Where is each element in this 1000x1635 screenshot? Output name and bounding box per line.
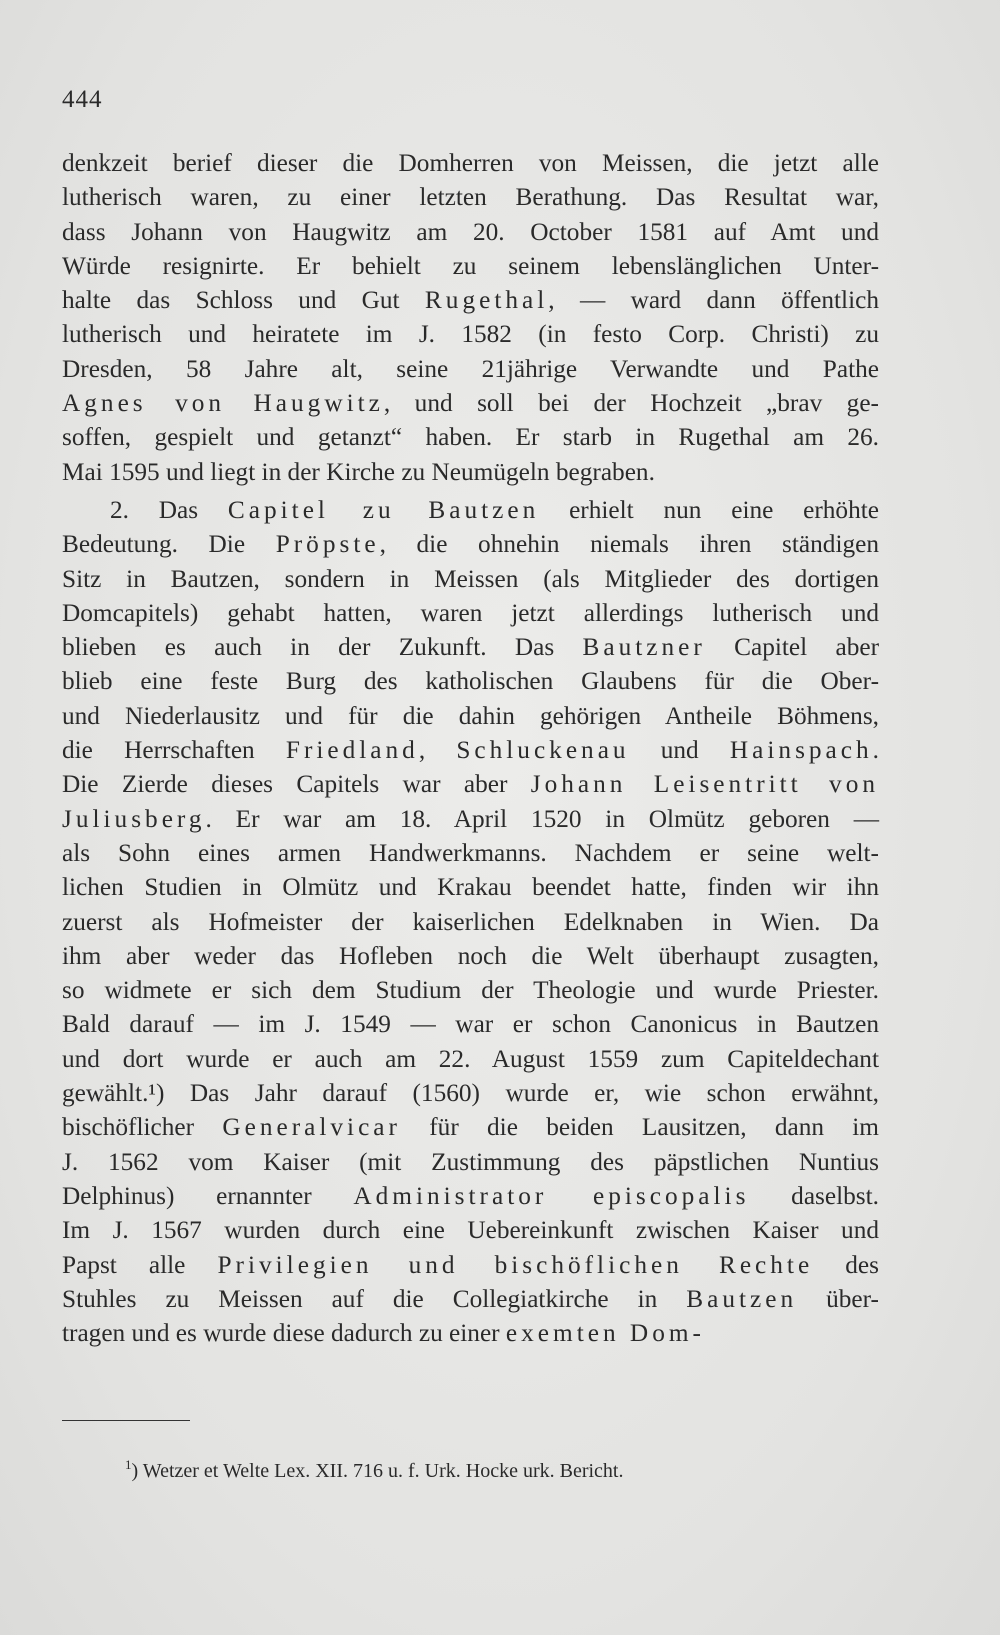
spaced-emphasis: Juliusberg bbox=[62, 804, 206, 833]
footnote-marker: 1 bbox=[125, 1457, 132, 1472]
text-line: so widmete er sich dem Studium der Theologie und wurde Priester. bbox=[62, 976, 879, 1005]
text-segment: , — ward dann öffentlich bbox=[548, 286, 879, 315]
text-line bbox=[62, 493, 879, 527]
text-segment: 2. Das bbox=[110, 495, 228, 524]
text-segment: Stuhles zu Meissen auf die Collegiatkirche in bbox=[62, 1284, 687, 1313]
text-line: Mai 1595 und liegt in der Kirche zu Neumügeln begraben. bbox=[62, 457, 655, 486]
text-line bbox=[62, 630, 879, 664]
spaced-emphasis: Capitel zu Bautzen bbox=[227, 495, 540, 524]
footnote-text: ) Wetzer et Welte Lex. XII. 716 u. f. Urk. Hocke urk. Bericht. bbox=[131, 1460, 624, 1482]
body-text bbox=[62, 146, 879, 1350]
footnote bbox=[125, 1457, 623, 1483]
text-line bbox=[62, 802, 879, 836]
text-line bbox=[62, 1248, 879, 1282]
text-line bbox=[62, 386, 879, 420]
text-segment: . bbox=[872, 736, 879, 765]
text-line: als Sohn eines armen Handwerkmanns. Nachdem er seine welt- bbox=[62, 838, 879, 867]
text-segment: halte das Schloss und Gut bbox=[62, 286, 425, 315]
spaced-emphasis: Generalvicar bbox=[222, 1113, 401, 1142]
text-line: lichen Studien in Olmütz und Krakau beendet hatte, finden wir ihn bbox=[62, 873, 879, 902]
text-line bbox=[62, 283, 879, 317]
text-segment: erhielt nun eine erhöhte bbox=[539, 495, 879, 524]
spaced-emphasis: exemten Dom- bbox=[505, 1319, 705, 1348]
spaced-emphasis: Administrator episcopalis bbox=[353, 1181, 750, 1210]
text-line: blieb eine feste Burg des katholischen Glaubens für die Ober- bbox=[62, 667, 879, 696]
text-line bbox=[62, 1282, 879, 1316]
spaced-emphasis: Rugethal bbox=[424, 286, 549, 315]
spaced-emphasis: Pröpste bbox=[275, 530, 380, 559]
text-segment: , die ohnehin niemals ihren ständigen bbox=[379, 530, 879, 559]
text-line bbox=[62, 767, 879, 801]
spaced-emphasis: Hainspach bbox=[729, 736, 873, 765]
text-segment: Capitel aber bbox=[705, 633, 879, 662]
text-segment: die Herrschaften bbox=[62, 736, 286, 765]
text-line: Bald darauf — im J. 1549 — war er schon Canonicus in Bautzen bbox=[62, 1010, 879, 1039]
text-segment: Papst alle bbox=[62, 1250, 218, 1279]
text-line: und Niederlausitz und für die dahin gehörigen Antheile Böhmens, bbox=[62, 701, 879, 730]
text-line: denkzeit berief dieser die Domherren von Meissen, die jetzt alle bbox=[62, 149, 879, 177]
text-line bbox=[62, 527, 879, 561]
text-line: soffen, gespielt und getanzt“ haben. Er starb in Rugethal am 26. bbox=[62, 423, 879, 452]
spaced-emphasis: Bautzner bbox=[582, 633, 706, 662]
text-segment: des bbox=[813, 1250, 879, 1279]
text-line: Im J. 1567 wurden durch eine Uebereinkunft zwischen Kaiser und bbox=[62, 1216, 879, 1245]
text-line bbox=[62, 1179, 879, 1213]
text-line: dass Johann von Haugwitz am 20. October 1581 auf Amt und bbox=[62, 217, 879, 246]
text-line: lutherisch und heiratete im J. 1582 (in festo Corp. Christi) zu bbox=[62, 320, 879, 349]
text-line: Würde resignirte. Er behielt zu seinem lebenslänglichen Unter- bbox=[62, 251, 879, 280]
text-line: Dresden, 58 Jahre alt, seine 21jährige Verwandte und Pathe bbox=[62, 354, 879, 383]
text-segment: und bbox=[629, 736, 730, 765]
text-line bbox=[62, 733, 879, 767]
text-segment: tragen und es wurde diese dadurch zu einer bbox=[62, 1319, 506, 1348]
page-number: 444 bbox=[62, 86, 103, 113]
text-line bbox=[62, 1316, 879, 1350]
text-segment: bischöflicher bbox=[62, 1113, 223, 1142]
text-segment: , bbox=[418, 736, 457, 765]
footnote-rule bbox=[62, 1420, 190, 1421]
spaced-emphasis: Friedland bbox=[285, 736, 419, 765]
text-segment: Die Zierde dieses Capitels war aber bbox=[62, 770, 531, 799]
text-segment: Delphinus) ernannter bbox=[62, 1181, 354, 1210]
text-line: Sitz in Bautzen, sondern in Meissen (als Mitglieder des dortigen bbox=[62, 564, 879, 593]
text-segment: daselbst. bbox=[749, 1181, 879, 1210]
text-line: zuerst als Hofmeister der kaiserlichen Edelknaben in Wien. Da bbox=[62, 907, 879, 936]
text-segment: , und soll bei der Hochzeit „brav ge- bbox=[383, 389, 879, 418]
spaced-emphasis: Bautzen bbox=[686, 1284, 798, 1313]
text-line: gewählt.¹) Das Jahr darauf (1560) wurde er, wie schon erwähnt, bbox=[62, 1079, 879, 1108]
text-segment: blieben es auch in der Zukunft. Das bbox=[62, 633, 583, 662]
spaced-emphasis: Schluckenau bbox=[456, 736, 630, 765]
spaced-emphasis: Johann Leisentritt von bbox=[530, 770, 879, 799]
text-segment: Bedeutung. Die bbox=[62, 530, 276, 559]
spaced-emphasis: Privilegien und bischöflichen Rechte bbox=[217, 1250, 814, 1279]
text-line: J. 1562 vom Kaiser (mit Zustimmung des päpstlichen Nuntius bbox=[62, 1147, 879, 1176]
text-line: Domcapitels) gehabt hatten, waren jetzt allerdings lutherisch und bbox=[62, 598, 879, 627]
text-line bbox=[62, 1110, 879, 1144]
text-line: ihm aber weder das Hofleben noch die Welt überhaupt zusagten, bbox=[62, 941, 879, 970]
text-line: und dort wurde er auch am 22. August 1559 zum Capiteldechant bbox=[62, 1044, 879, 1073]
text-segment: . Er war am 18. April 1520 in Olmütz geboren — bbox=[205, 804, 879, 833]
spaced-emphasis: Agnes von Haugwitz bbox=[62, 389, 384, 418]
text-line: lutherisch waren, zu einer letzten Berathung. Das Resultat war, bbox=[62, 183, 879, 212]
text-segment: über- bbox=[797, 1284, 879, 1313]
text-segment: für die beiden Lausitzen, dann im bbox=[400, 1113, 879, 1142]
